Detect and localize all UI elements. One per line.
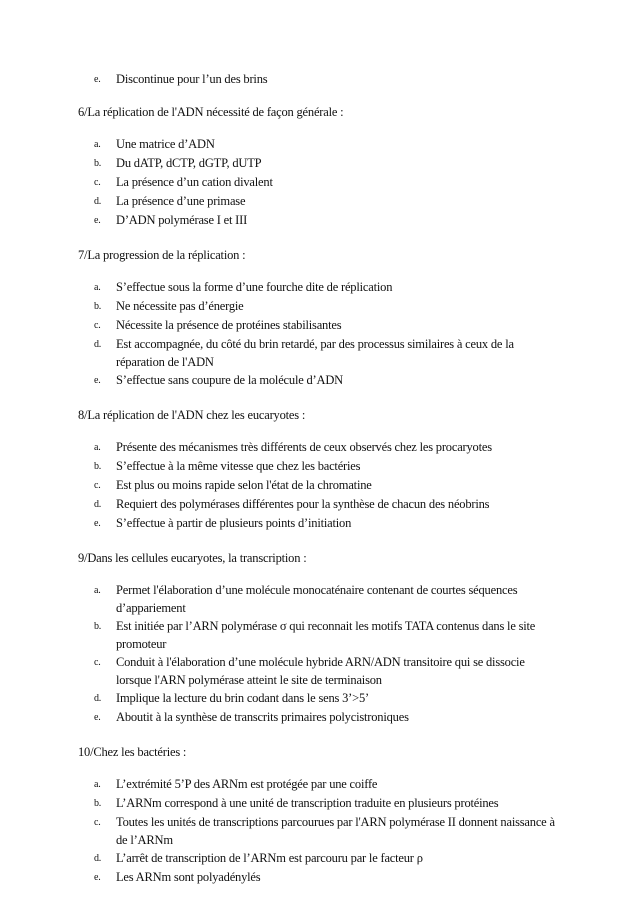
question-block <box>78 406 590 533</box>
question-block <box>78 246 590 390</box>
option-item <box>94 211 590 230</box>
option-letter: e. <box>94 518 101 529</box>
question-title: 9/Dans les cellules eucaryotes, la transcription : <box>78 551 307 565</box>
option-text: D’ADN polymérase I et III <box>116 213 248 227</box>
option-text: La présence d’un cation divalent <box>116 175 273 189</box>
option-letter: a. <box>94 442 101 453</box>
option-item <box>94 849 590 868</box>
option-letter: a. <box>94 585 101 596</box>
option-letter: c. <box>94 177 101 188</box>
option-item <box>94 335 590 371</box>
option-item <box>94 868 590 887</box>
option-text: Est accompagnée, du côté du brin retardé, par des processus similaires à ceux de la réparation de l'ADN <box>116 337 514 369</box>
option-list <box>78 438 590 533</box>
option-letter: d. <box>94 499 102 510</box>
option-text: L’extrémité 5’P des ARNm est protégée par une coiffe <box>116 777 378 791</box>
option-list <box>78 278 590 390</box>
option-item <box>94 297 590 316</box>
option-item <box>94 135 590 154</box>
option-text: S’effectue sans coupure de la molécule d’ADN <box>116 373 343 387</box>
option-text: S’effectue sous la forme d’une fourche dite de réplication <box>116 280 393 294</box>
option-item <box>94 813 590 849</box>
option-text: La présence d’une primase <box>116 194 246 208</box>
option-item <box>94 476 590 495</box>
option-letter: c. <box>94 320 101 331</box>
question-title: 8/La réplication de l'ADN chez les eucaryotes : <box>78 408 306 422</box>
option-list <box>78 135 590 230</box>
option-text: Est plus ou moins rapide selon l'état de la chromatine <box>116 478 372 492</box>
option-letter: c. <box>94 480 101 491</box>
option-item <box>94 775 590 794</box>
option-text: Les ARNm sont polyadénylés <box>116 870 261 884</box>
option-text: Est initiée par l’ARN polymérase σ qui reconnait les motifs TATA contenus dans le site promoteur <box>116 619 536 651</box>
option-letter: d. <box>94 853 102 864</box>
option-item <box>94 438 590 457</box>
question-list <box>78 103 590 887</box>
option-text: Discontinue pour l’un des brins <box>116 72 268 86</box>
question-block <box>78 549 590 727</box>
option-letter: c. <box>94 657 101 668</box>
option-item <box>94 653 590 689</box>
option-letter: e. <box>94 712 101 723</box>
option-item <box>94 514 590 533</box>
option-text: S’effectue à partir de plusieurs points d’initiation <box>116 516 352 530</box>
option-text: Permet l'élaboration d’une molécule monocaténaire contenant de courtes séquences d’appariement <box>116 583 518 615</box>
option-item <box>94 192 590 211</box>
question-block <box>78 103 590 230</box>
option-letter: d. <box>94 339 102 350</box>
option-text: Implique la lecture du brin codant dans le sens 3’>5’ <box>116 691 369 705</box>
option-text: Du dATP, dCTP, dGTP, dUTP <box>116 156 262 170</box>
option-letter: e. <box>94 375 101 386</box>
option-letter: e. <box>94 74 101 85</box>
option-text: S’effectue à la même vitesse que chez les bactéries <box>116 459 361 473</box>
option-letter: b. <box>94 301 102 312</box>
option-letter: a. <box>94 139 101 150</box>
option-letter: a. <box>94 779 101 790</box>
option-item <box>94 173 590 192</box>
option-item <box>94 457 590 476</box>
question-title: 6/La réplication de l'ADN nécessité de façon générale : <box>78 105 344 119</box>
lead-option <box>78 70 590 89</box>
option-item <box>94 617 590 653</box>
option-text: L’arrêt de transcription de l’ARNm est parcouru par le facteur ρ <box>116 851 423 865</box>
option-letter: a. <box>94 282 101 293</box>
option-item <box>94 689 590 708</box>
option-item <box>94 70 590 89</box>
option-list <box>78 581 590 727</box>
option-letter: b. <box>94 461 102 472</box>
option-text: Conduit à l'élaboration d’une molécule hybride ARN/ADN transitoire qui se dissocie lorsque l'ARN polymérase atteint le site de terminaison <box>116 655 525 687</box>
option-letter: b. <box>94 621 102 632</box>
option-letter: c. <box>94 817 101 828</box>
option-letter: b. <box>94 798 102 809</box>
option-letter: d. <box>94 196 102 207</box>
option-text: Une matrice d’ADN <box>116 137 215 151</box>
option-text: L’ARNm correspond à une unité de transcription traduite en plusieurs protéines <box>116 796 499 810</box>
option-letter: b. <box>94 158 102 169</box>
option-item <box>94 154 590 173</box>
option-item <box>94 371 590 390</box>
option-text: Ne nécessite pas d’énergie <box>116 299 244 313</box>
option-item <box>94 581 590 617</box>
option-text: Présente des mécanismes très différents de ceux observés chez les procaryotes <box>116 440 492 454</box>
option-item <box>94 794 590 813</box>
option-item <box>94 495 590 514</box>
option-text: Toutes les unités de transcriptions parcourues par l'ARN polymérase II donnent naissance à de l’ARNm <box>116 815 555 847</box>
option-letter: e. <box>94 215 101 226</box>
option-text: Aboutit à la synthèse de transcrits primaires polycistroniques <box>116 710 409 724</box>
option-letter: d. <box>94 693 102 704</box>
option-list <box>78 775 590 887</box>
question-block <box>78 743 590 887</box>
option-text: Requiert des polymérases différentes pour la synthèse de chacun des néobrins <box>116 497 490 511</box>
option-item <box>94 278 590 297</box>
option-text: Nécessite la présence de protéines stabilisantes <box>116 318 342 332</box>
option-item <box>94 316 590 335</box>
option-item <box>94 708 590 727</box>
question-title: 10/Chez les bactéries : <box>78 745 187 759</box>
question-title: 7/La progression de la réplication : <box>78 248 246 262</box>
option-letter: e. <box>94 872 101 883</box>
